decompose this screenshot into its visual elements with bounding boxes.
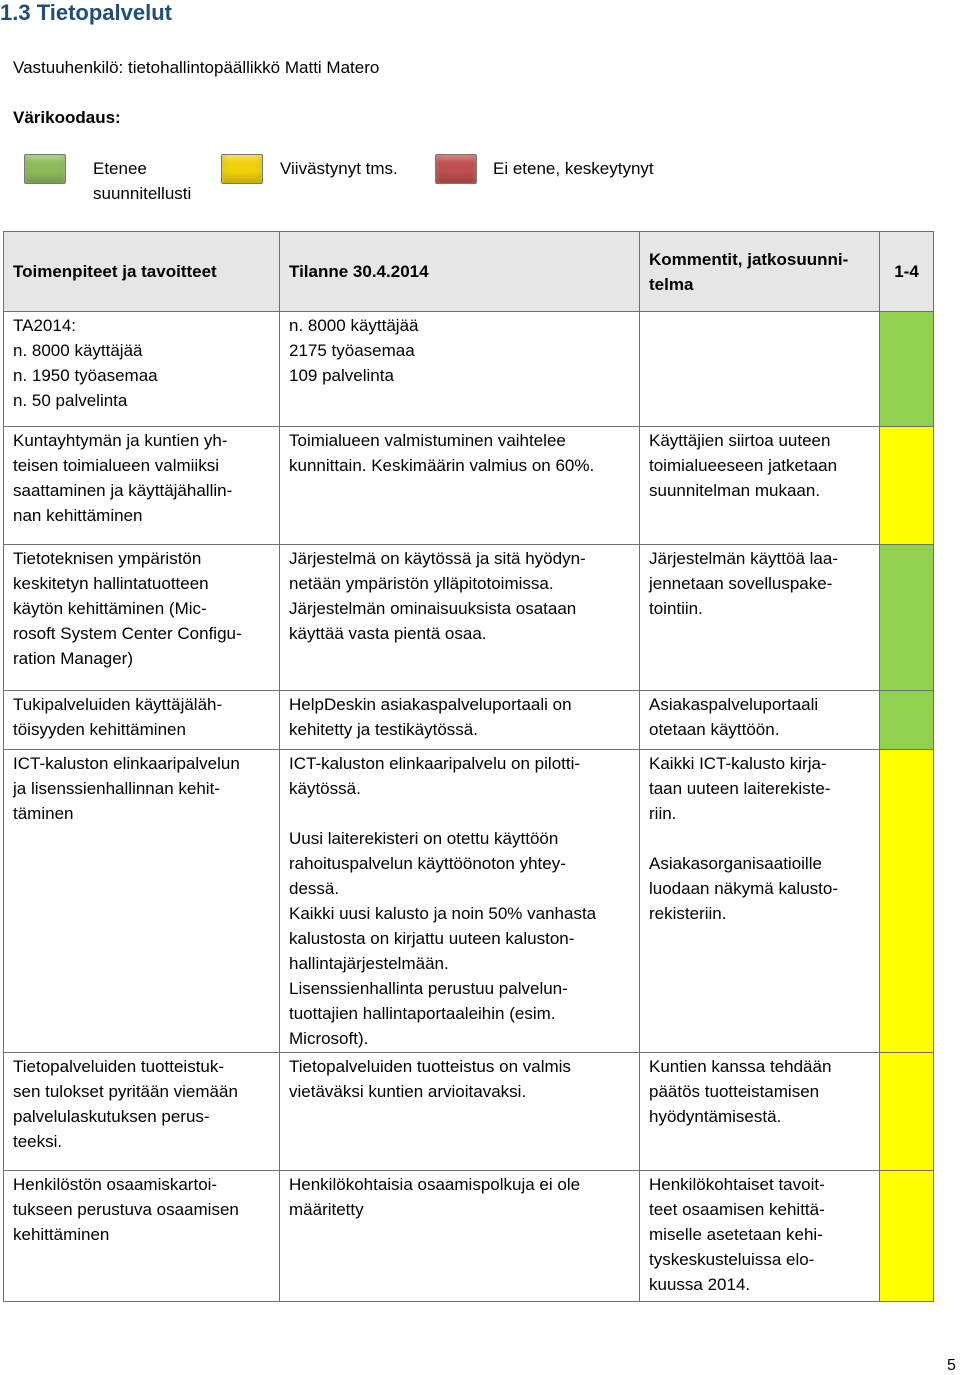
measure-cell: ICT-kaluston elinkaaripalvelun ja lisenssienhallinnan kehit- täminen bbox=[4, 750, 280, 1053]
header-measures: Toimenpiteet ja tavoitteet bbox=[4, 232, 280, 312]
comment-cell: Asiakaspalveluportaali otetaan käyttöön. bbox=[640, 691, 880, 750]
comment-cell: Kuntien kanssa tehdään päätös tuotteistamisen hyödyntämisestä. bbox=[640, 1053, 880, 1171]
comment-cell: Käyttäjien siirtoa uuteen toimialueeseen jatketaan suunnitelman mukaan. bbox=[640, 427, 880, 545]
situation-cell: Toimialueen valmistuminen vaihtelee kunnittain. Keskimäärin valmius on 60%. bbox=[280, 427, 640, 545]
situation-cell: Henkilökohtaisia osaamispolkuja ei ole määritetty bbox=[280, 1171, 640, 1302]
status-indicator bbox=[880, 750, 934, 1053]
legend-label-green: Etenee suunnitellusti bbox=[93, 159, 192, 203]
status-indicator bbox=[880, 545, 934, 691]
header-comments: Kommentit, jatkosuunni- telma bbox=[640, 232, 880, 312]
color-code-label: Värikoodaus: bbox=[13, 108, 121, 127]
status-indicator bbox=[880, 1053, 934, 1171]
status-indicator bbox=[880, 312, 934, 427]
table-row bbox=[4, 427, 934, 545]
legend-label-yellow: Viivästynyt tms. bbox=[280, 159, 398, 178]
situation-cell: ICT-kaluston elinkaaripalvelu on pilotti- käytössä. Uusi laiterekisteri on otettu käyttöön rahoituspalvelun käyttöönoton yhtey- dessä. Kaikki uusi kalusto ja noin 50% vanhasta kalustosta on kirjattu uuteen kaluston- hallintajärjestelmään. Lisenssienhallinta perustuu palvelun- tuottajien hallintaportaaleihin (esim. Microsoft). bbox=[280, 750, 640, 1053]
measure-cell: Tietopalveluiden tuotteistuk- sen tulokset pyritään viemään palvelulaskutuksen perus- teeksi. bbox=[4, 1053, 280, 1171]
table-row bbox=[4, 691, 934, 750]
status-indicator bbox=[880, 1171, 934, 1302]
status-table bbox=[3, 231, 934, 1302]
comment-cell: Kaikki ICT-kalusto kirja- taan uuteen laiterekiste- riin. Asiakasorganisaatioille luodaan näkymä kalusto- rekisteriin. bbox=[640, 750, 880, 1053]
measure-cell: Tietoteknisen ympäristön keskitetyn hallintatuotteen käytön kehittäminen (Mic- rosoft System Center Configu- ration Manager) bbox=[4, 545, 280, 691]
measure-cell: Henkilöstön osaamiskartoi- tukseen perustuva osaamisen kehittäminen bbox=[4, 1171, 280, 1302]
situation-cell: Tietopalveluiden tuotteistus on valmis vietäväksi kuntien arvioitavaksi. bbox=[280, 1053, 640, 1171]
situation-cell: Järjestelmä on käytössä ja sitä hyödyn- netään ympäristön ylläpitotoimissa. Järjestelmän ominaisuuksista osataan käyttää vasta pientä osaa. bbox=[280, 545, 640, 691]
legend-swatch-yellow bbox=[221, 154, 263, 184]
status-indicator bbox=[880, 427, 934, 545]
measure-cell: Tukipalveluiden käyttäjäläh- töisyyden kehittäminen bbox=[4, 691, 280, 750]
table-row bbox=[4, 1053, 934, 1171]
status-indicator bbox=[880, 691, 934, 750]
measure-cell: TA2014: n. 8000 käyttäjää n. 1950 työasemaa n. 50 palvelinta bbox=[4, 312, 280, 427]
responsible-person: Vastuuhenkilö: tietohallintopäällikkö Matti Matero bbox=[13, 58, 380, 77]
page-number: 5 bbox=[947, 1357, 956, 1374]
comment-cell: Järjestelmän käyttöä laa- jennetaan sovelluspake- tointiin. bbox=[640, 545, 880, 691]
table-row bbox=[4, 312, 934, 427]
page-title: 1.3 Tietopalvelut bbox=[0, 0, 172, 25]
table-row bbox=[4, 750, 934, 1053]
table-row bbox=[4, 545, 934, 691]
legend-swatch-green bbox=[24, 154, 66, 184]
header-quarter: 1-4 bbox=[880, 232, 934, 312]
measure-cell: Kuntayhtymän ja kuntien yh- teisen toimialueen valmiiksi saattaminen ja käyttäjähallin- nan kehittäminen bbox=[4, 427, 280, 545]
legend-swatch-red bbox=[435, 154, 477, 184]
header-status: Tilanne 30.4.2014 bbox=[280, 232, 640, 312]
table-row bbox=[4, 1171, 934, 1302]
legend-label-red: Ei etene, keskeytynyt bbox=[493, 159, 654, 178]
table-header-row bbox=[4, 232, 934, 312]
comment-cell: Henkilökohtaiset tavoit- teet osaamisen kehittä- miselle asetetaan kehi- tyskeskusteluissa elo- kuussa 2014. bbox=[640, 1171, 880, 1302]
situation-cell: n. 8000 käyttäjää 2175 työasemaa 109 palvelinta bbox=[280, 312, 640, 427]
situation-cell: HelpDeskin asiakaspalveluportaali on kehitetty ja testikäytössä. bbox=[280, 691, 640, 750]
comment-cell bbox=[640, 312, 880, 427]
